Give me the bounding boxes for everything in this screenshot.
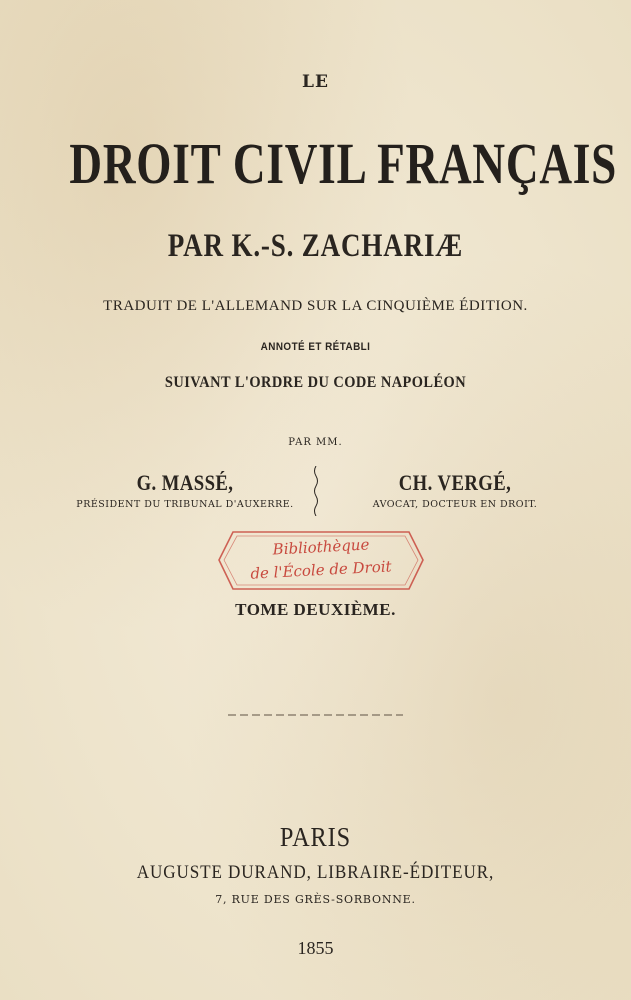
book-title: DROIT CIVIL FRANÇAIS	[69, 131, 618, 196]
publisher-name: AUGUSTE DURAND, LIBRAIRE-ÉDITEUR,	[136, 862, 495, 883]
title-article: LE	[302, 72, 329, 92]
order-note: SUIVANT L'ORDRE DU CODE NAPOLÉON	[164, 374, 467, 391]
stamp-line-1: Bibliothèque	[272, 535, 370, 559]
editor-name: CH. VERGÉ,	[398, 470, 512, 495]
volume-label: TOME DEUXIÈME.	[235, 600, 396, 619]
editor-left	[60, 470, 310, 510]
editor-role: PRÉSIDENT DU TRIBUNAL D'AUXERRE.	[76, 499, 294, 510]
editor-divider	[313, 466, 319, 516]
editors-intro: PAR MM.	[288, 437, 343, 448]
stamp-line-2: de l'École de Droit	[249, 557, 393, 583]
editor-role: AVOCAT, DOCTEUR EN DROIT.	[372, 499, 538, 510]
editor-name: G. MASSÉ,	[136, 470, 234, 495]
author-line: PAR K.-S. ZACHARIÆ	[167, 228, 464, 264]
publication-city: PARIS	[279, 822, 352, 852]
editor-right	[330, 470, 580, 510]
decorative-rule	[228, 714, 403, 716]
publisher-address: 7, RUE DES GRÈS-SORBONNE.	[215, 893, 416, 906]
annotation-note: ANNOTÉ ET RÉTABLI	[260, 341, 371, 353]
library-stamp	[215, 528, 427, 593]
translation-note: TRADUIT DE L'ALLEMAND SUR LA CINQUIÈME ÉDITION.	[103, 298, 528, 314]
publication-year: 1855	[297, 938, 334, 958]
